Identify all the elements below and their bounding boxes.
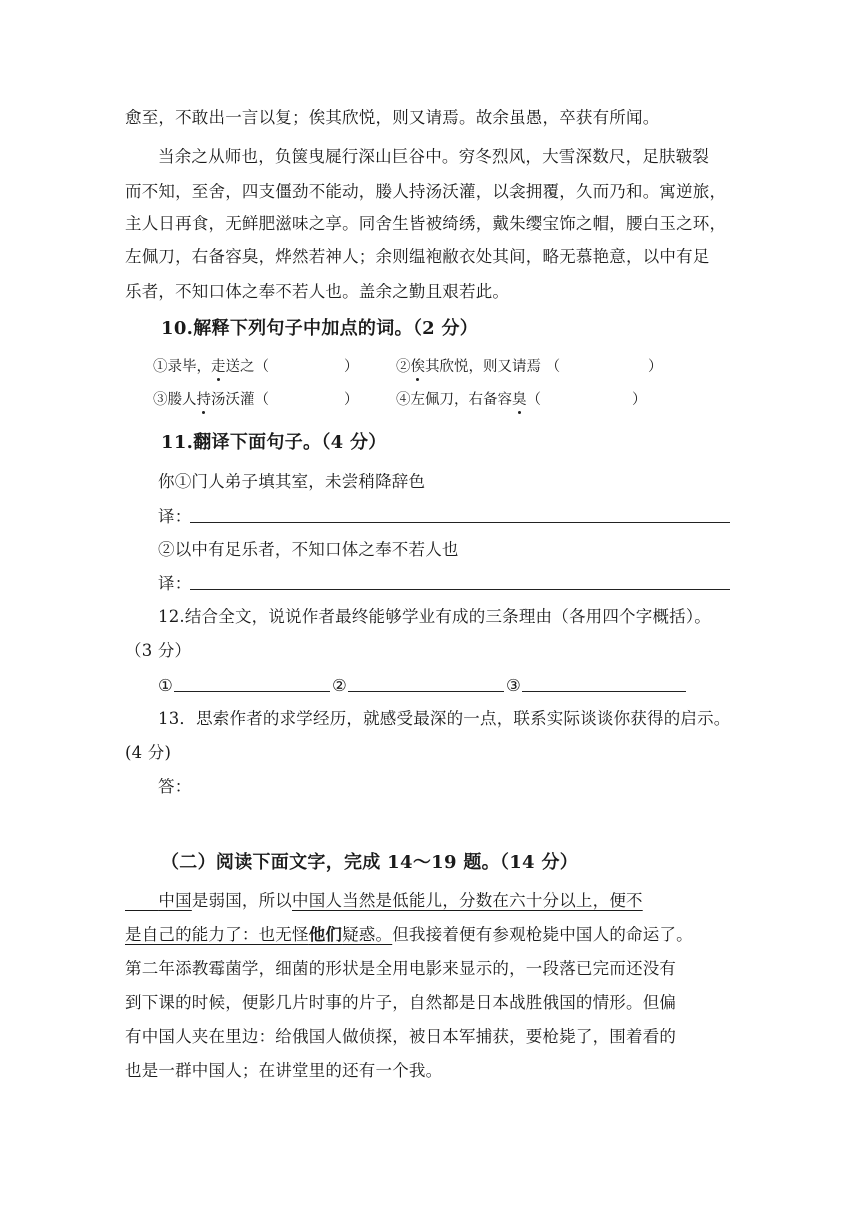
passage-line: 左佩刀，右备容臭，烨然若神人；余则缊袍敝衣处其间，略无慕艳意，以中有足 — [125, 247, 710, 266]
dotted-char: 走 — [211, 359, 226, 375]
passage-line: 而不知，至舍，四支僵劲不能动，媵人持汤沃灌，以衾拥覆，久而乃和。寓逆旅， — [125, 182, 727, 201]
passage2-line-1: 中国是弱国，所以中国人当然是低能儿，分数在六十分以上，便不 — [158, 891, 643, 910]
question-11-title: 11.翻译下面句子。（4 分） — [161, 432, 387, 453]
passage-line: 当余之从师也，负箧曳屣行深山巨谷中。穷冬烈风，大雪深数尺，足肤皲裂 — [158, 147, 710, 166]
q11-sentence-2: ②以中有足乐者，不知口体之奉不若人也 — [158, 540, 459, 559]
answer-line[interactable] — [190, 522, 730, 523]
passage-line: 乐者，不知口体之奉不若人也。盖余之勤且艰若此。 — [125, 282, 510, 301]
answer-blank-2[interactable] — [348, 691, 504, 692]
passage-line: 主人日再食，无鲜肥滋味之享。同舍生皆被绮绣，戴朱缨宝饰之帽，腰白玉之环， — [125, 214, 727, 233]
q10-item-2: ②俟其欣悦，则又请焉 （ — [396, 359, 561, 375]
dotted-char: 持 — [196, 392, 211, 408]
q12-marker-3: ③ — [506, 676, 521, 695]
q13-score: (4 分) — [125, 743, 172, 762]
answer-line[interactable] — [190, 589, 730, 590]
section-2-title: （二）阅读下面文字，完成 14～19 题。（14 分） — [161, 852, 579, 873]
dotted-char: 臭 — [512, 392, 527, 408]
q12-score: （3 分） — [125, 641, 192, 660]
passage2-line: 有中国人夹在里边：给俄国人做侦探，被日本军捕获，要枪毙了，围着看的 — [125, 1027, 677, 1046]
dotted-char: 俟 — [410, 359, 425, 375]
q10-item-1: ①录毕，走送之（ — [153, 359, 269, 375]
q10-item-2-close: ） — [648, 359, 663, 375]
q10-item-4-close: ） — [632, 392, 647, 408]
q10-item-1-close: ） — [344, 359, 359, 375]
q11-sentence-1: 你①门人弟子填其室，未尝稍降辞色 — [158, 472, 426, 491]
passage2-line: 第二年添教霉菌学，细菌的形状是全用电影来显示的，一段落已完而还没有 — [125, 959, 677, 978]
translate-label: 译： — [158, 574, 192, 593]
answer-label: 答： — [158, 777, 192, 796]
answer-blank-3[interactable] — [522, 691, 686, 692]
q12-text: 12.结合全文，说说作者最终能够学业有成的三条理由（各用四个字概括）。 — [158, 607, 711, 626]
answer-blank-1[interactable] — [174, 691, 330, 692]
passage2-line: 到下课的时候，便影几片时事的片子，自然都是日本战胜俄国的情形。但偏 — [125, 993, 677, 1012]
q12-marker-1: ① — [158, 676, 173, 695]
passage2-line: 也是一群中国人；在讲堂里的还有一个我。 — [125, 1061, 443, 1080]
q10-item-3: ③媵人持汤沃灌（ — [153, 392, 269, 408]
question-10-title: 10.解释下列句子中加点的词。（2 分） — [161, 318, 479, 339]
passage2-line-2: 是自己的能力了：也无怪他们疑惑。但我接着便有参观枪毙中国人的命运了。 — [125, 925, 693, 944]
q10-item-3-close: ） — [344, 392, 359, 408]
translate-label: 译： — [158, 507, 192, 526]
q10-item-4: ④左佩刀，右备容臭（ — [396, 392, 541, 408]
q13-text: 13．思索作者的求学经历，就感受最深的一点，联系实际谈谈你获得的启示。 — [158, 709, 731, 728]
q12-marker-2: ② — [332, 676, 347, 695]
passage-line: 愈至，不敢出一言以复；俟其欣悦，则又请焉。故余虽愚，卒获有所闻。 — [125, 108, 660, 127]
